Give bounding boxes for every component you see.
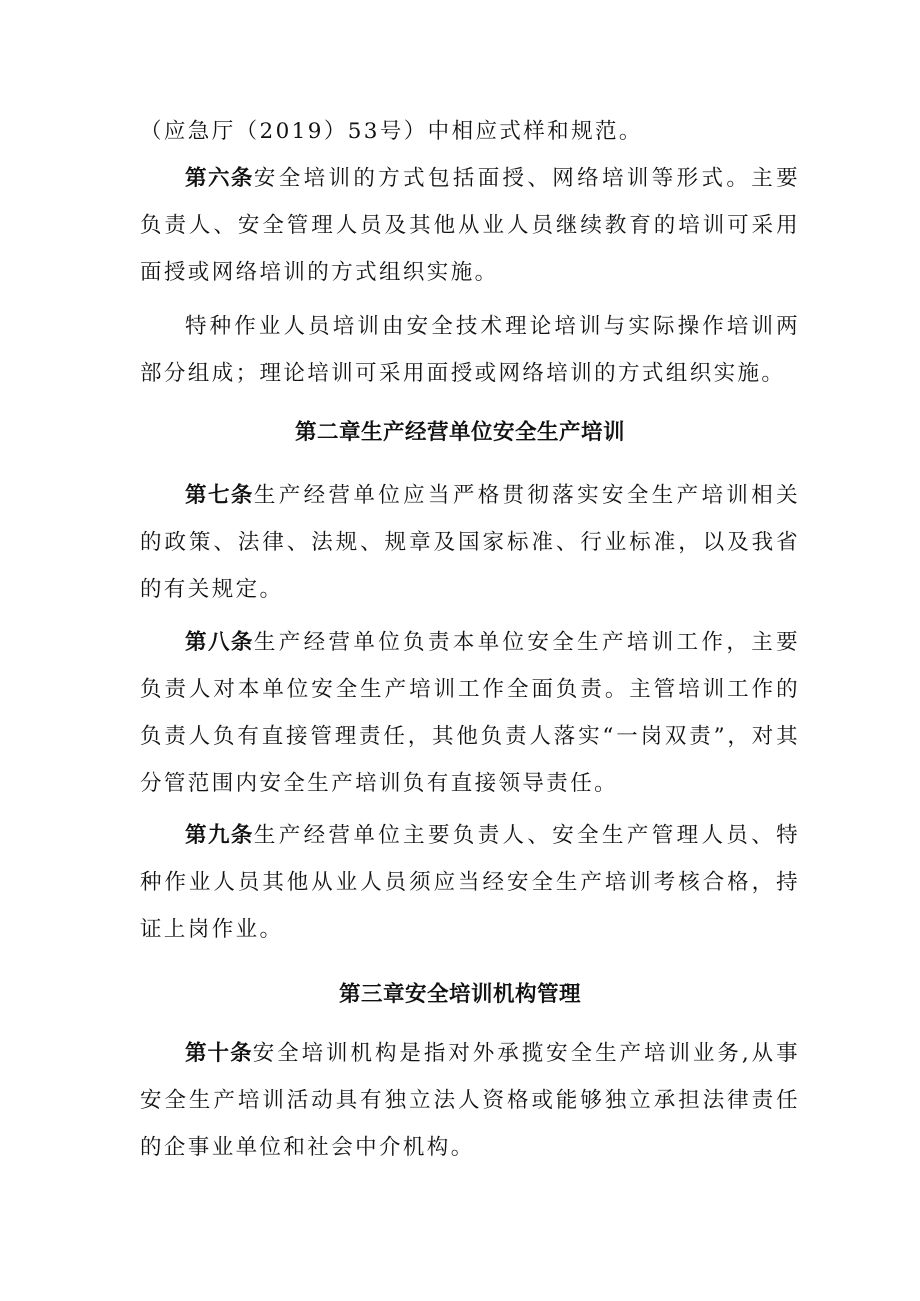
article-10-label: 第十条 <box>185 1041 253 1066</box>
article-6-paragraph <box>140 155 800 296</box>
article-6-label: 第六条 <box>185 166 254 191</box>
article-7-text: 生产经营单位应当严格贯彻落实安全生产培训相关的政策、法律、法规、规章及国家标准、行业标准，以及我省的有关规定。 <box>140 483 800 602</box>
chapter-2-heading: 第二章生产经营单位安全生产培训 <box>294 420 625 445</box>
article-6-text-2: 特种作业人员培训由安全技术理论培训与实际操作培训两部分组成；理论培训可采用面授或网络培训的方式组织实施。 <box>140 314 800 386</box>
article-8-text: 生产经营单位负责本单位安全生产培训工作，主要负责人对本单位安全生产培训工作全面负责。主管培训工作的负责人负有直接管理责任，其他负责人落实“一岗双责”，对其分管范围内安全生产培训负有直接领导责任。 <box>140 630 800 796</box>
article-8-label: 第八条 <box>185 630 254 655</box>
article-6-text: 安全培训的方式包括面授、网络培训等形式。主要负责人、安全管理人员及其他从业人员继续教育的培训可采用面授或网络培训的方式组织实施。 <box>140 166 800 285</box>
article-9-text: 生产经营单位主要负责人、安全生产管理人员、特种作业人员其他从业人员须应当经安全生产培训考核合格，持证上岗作业。 <box>140 823 800 942</box>
article-8-paragraph <box>140 619 800 807</box>
article-6-paragraph-2 <box>140 303 800 397</box>
chapter-3-heading: 第三章安全培训机构管理 <box>338 982 581 1007</box>
article-10-text: 安全培训机构是指对外承揽安全生产培训业务,从事安全生产培训活动具有独立法人资格或能够独立承担法律责任的企事业单位和社会中介机构。 <box>140 1041 800 1160</box>
article-9-label: 第九条 <box>185 823 254 848</box>
article-10-paragraph <box>140 1030 800 1171</box>
article-7-label: 第七条 <box>185 483 254 508</box>
article-9-paragraph <box>140 812 800 953</box>
article-7-paragraph <box>140 472 800 613</box>
paragraph-text: （应急厅（2019）53号）中相应式样和规范。 <box>140 119 643 144</box>
paragraph-continuation <box>140 108 800 155</box>
